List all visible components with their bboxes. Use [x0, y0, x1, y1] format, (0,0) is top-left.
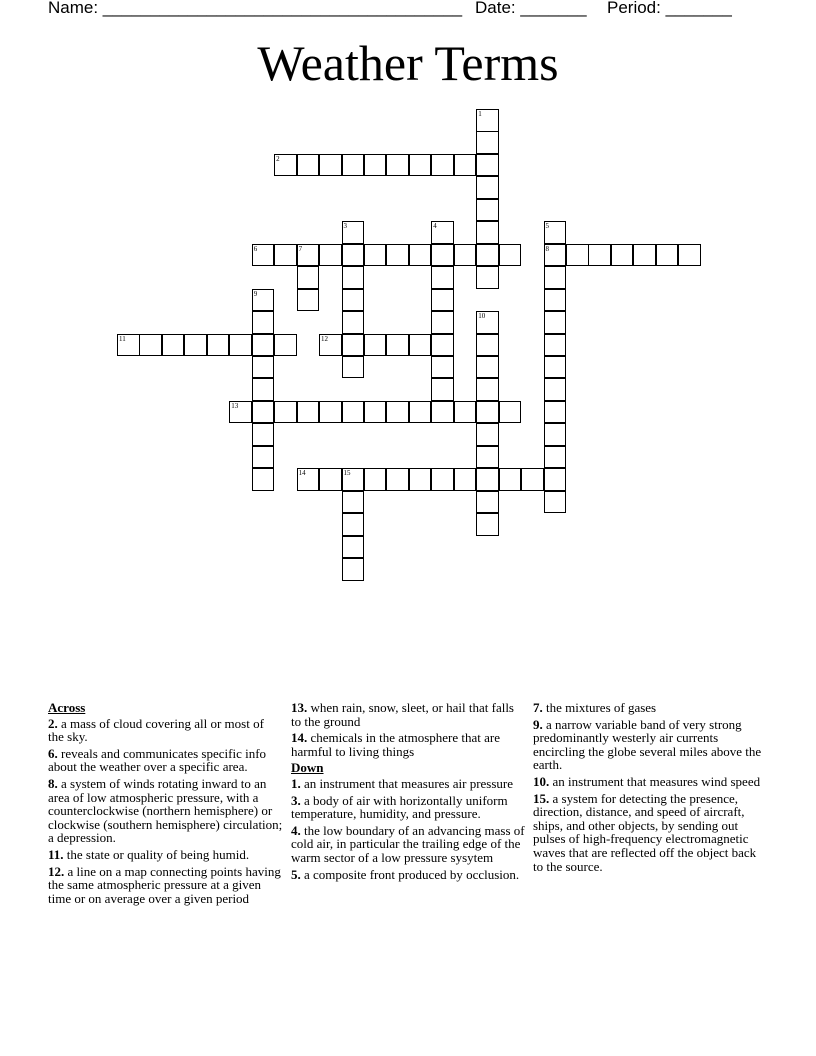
grid-cell[interactable]: [386, 154, 409, 177]
grid-cell[interactable]: [274, 334, 297, 357]
clue-item-number: 10.: [533, 773, 550, 789]
clue-item: [533, 775, 768, 789]
grid-cell[interactable]: [139, 334, 162, 357]
grid-cell[interactable]: [499, 401, 522, 424]
grid-cell[interactable]: [431, 289, 454, 312]
grid-cell[interactable]: [678, 244, 701, 267]
clue-number: 13: [231, 401, 239, 410]
grid-cell[interactable]: [521, 468, 544, 491]
grid-cell[interactable]: [117, 334, 140, 357]
clue-item-number: 9.: [533, 716, 543, 732]
clue-item-text: a composite front produced by occlusion.: [300, 866, 520, 882]
grid-cell[interactable]: [252, 356, 275, 379]
clue-number: 5: [545, 222, 550, 231]
grid-cell[interactable]: [342, 356, 365, 379]
clue-item-number: 2.: [48, 715, 58, 731]
grid-cell[interactable]: [431, 334, 454, 357]
grid-cell[interactable]: [431, 401, 454, 424]
grid-cell[interactable]: [319, 244, 342, 267]
grid-cell[interactable]: [431, 244, 454, 267]
clue-number: 7: [298, 244, 303, 253]
grid-cell[interactable]: [544, 401, 567, 424]
clue-item-text: the mixtures of gases: [542, 700, 657, 715]
section-heading: Across: [48, 700, 86, 715]
grid-cell[interactable]: [319, 334, 342, 357]
grid-cell[interactable]: [184, 334, 207, 357]
clue-item: [291, 824, 526, 865]
grid-cell[interactable]: [342, 289, 365, 312]
grid-cell[interactable]: [544, 491, 567, 514]
clue-item-text: reveals and communicates specific info about the weather over a specific area.: [48, 745, 267, 775]
grid-cell[interactable]: [342, 401, 365, 424]
grid-cell[interactable]: [431, 378, 454, 401]
grid-cell[interactable]: [544, 289, 567, 312]
grid-cell[interactable]: [386, 334, 409, 357]
grid-cell[interactable]: [252, 468, 275, 491]
clue-number: 12: [321, 334, 329, 343]
clue-number: 15: [343, 469, 351, 478]
clue-number: 14: [298, 469, 306, 478]
grid-cell[interactable]: [319, 468, 342, 491]
clue-item-number: 5.: [291, 866, 301, 882]
grid-cell[interactable]: [386, 244, 409, 267]
grid-cell[interactable]: [409, 154, 432, 177]
grid-cell[interactable]: [476, 311, 499, 334]
grid-cell[interactable]: [252, 244, 275, 267]
grid-cell[interactable]: [476, 491, 499, 514]
clue-number: 2: [276, 154, 280, 163]
clue-number: 10: [478, 312, 486, 321]
grid-cell[interactable]: [656, 244, 679, 267]
grid-cell[interactable]: [633, 244, 656, 267]
clue-number: 11: [119, 334, 126, 343]
grid-cell[interactable]: [454, 468, 477, 491]
grid-cell[interactable]: [499, 244, 522, 267]
clue-item-text: a mass of cloud covering all or most of the sky.: [48, 715, 264, 745]
grid-cell[interactable]: [476, 221, 499, 244]
grid-cell[interactable]: [611, 244, 634, 267]
clue-number: 3: [343, 222, 347, 231]
grid-cell[interactable]: [431, 311, 454, 334]
grid-cell[interactable]: [431, 154, 454, 177]
clue-item-text: a system for detecting the presence, direction, distance, and speed of aircraft, ships, and other objects, by sending out pulses of high-frequency electromagnetic waves that are reflected off the object back to the source.: [533, 790, 757, 874]
grid-cell[interactable]: [364, 154, 387, 177]
name-field-label: Name: ______________________________________: [48, 0, 463, 17]
grid-cell[interactable]: [297, 289, 320, 312]
grid-cell[interactable]: [544, 446, 567, 469]
grid-cell[interactable]: [342, 536, 365, 559]
grid-cell[interactable]: [454, 154, 477, 177]
grid-cell[interactable]: [476, 109, 499, 132]
grid-cell[interactable]: [342, 491, 365, 514]
clue-item-number: 6.: [48, 745, 58, 761]
grid-cell[interactable]: [252, 378, 275, 401]
grid-cell[interactable]: [386, 401, 409, 424]
date-field-label: Date: _______: [475, 0, 587, 17]
clue-item-number: 15.: [533, 790, 550, 806]
grid-cell[interactable]: [454, 244, 477, 267]
grid-cell[interactable]: [364, 334, 387, 357]
grid-cell[interactable]: [431, 266, 454, 289]
grid-cell[interactable]: [297, 266, 320, 289]
grid-cell[interactable]: [297, 244, 320, 267]
grid-cell[interactable]: [342, 244, 365, 267]
grid-cell[interactable]: [476, 131, 499, 154]
grid-cell[interactable]: [476, 356, 499, 379]
clue-number: 9: [253, 289, 258, 298]
clue-item: [48, 747, 283, 774]
grid-cell[interactable]: [476, 378, 499, 401]
grid-cell[interactable]: [409, 244, 432, 267]
grid-cell[interactable]: [431, 468, 454, 491]
grid-cell[interactable]: [431, 221, 454, 244]
clue-item-number: 7.: [533, 700, 543, 715]
grid-cell[interactable]: [364, 468, 387, 491]
grid-cell[interactable]: [431, 356, 454, 379]
clue-item-text: an instrument that measures wind speed: [549, 773, 761, 789]
grid-cell[interactable]: [409, 334, 432, 357]
grid-cell[interactable]: [476, 154, 499, 177]
clue-item: [291, 868, 526, 882]
grid-cell[interactable]: [544, 311, 567, 334]
grid-cell[interactable]: [476, 468, 499, 491]
clue-number: 8: [545, 244, 550, 253]
clue-item-number: 3.: [291, 792, 301, 808]
grid-cell[interactable]: [364, 401, 387, 424]
grid-cell[interactable]: [297, 468, 320, 491]
grid-cell[interactable]: [544, 334, 567, 357]
grid-cell[interactable]: [342, 266, 365, 289]
clue-column-2: [291, 701, 526, 884]
grid-cell[interactable]: [544, 266, 567, 289]
grid-cell[interactable]: [274, 244, 297, 267]
grid-cell[interactable]: [252, 401, 275, 424]
clue-item-number: 1.: [291, 775, 301, 791]
grid-cell[interactable]: [297, 401, 320, 424]
clue-item: [533, 718, 768, 772]
grid-cell[interactable]: [476, 266, 499, 289]
grid-cell[interactable]: [342, 311, 365, 334]
clue-item-number: 14.: [291, 730, 308, 746]
clue-item-number: 11.: [48, 846, 64, 862]
grid-cell[interactable]: [319, 154, 342, 177]
grid-cell[interactable]: [297, 154, 320, 177]
clue-item: [291, 794, 526, 821]
grid-cell[interactable]: [499, 468, 522, 491]
grid-cell[interactable]: [274, 401, 297, 424]
grid-cell[interactable]: [386, 468, 409, 491]
clue-item: [291, 731, 526, 758]
grid-cell[interactable]: [454, 401, 477, 424]
clue-item: [533, 792, 768, 874]
grid-cell[interactable]: [476, 513, 499, 536]
clue-item-number: 13.: [291, 700, 308, 715]
grid-cell[interactable]: [364, 244, 387, 267]
clue-item-text: when rain, snow, sleet, or hail that falls to the ground: [291, 700, 514, 729]
clue-number: 6: [253, 244, 258, 253]
grid-cell[interactable]: [342, 154, 365, 177]
clue-item-text: the state or quality of being humid.: [63, 846, 250, 862]
clue-item-text: the low boundary of an advancing mass of cold air, in particular the trailing edge of the warm sector of a low pressure sysytem: [291, 822, 525, 865]
clue-item: [291, 701, 526, 728]
page-title: Weather Terms: [257, 35, 559, 91]
grid-cell[interactable]: [476, 244, 499, 267]
clue-item-text: a body of air with horizontally uniform temperature, humidity, and pressure.: [291, 792, 508, 822]
grid-cell[interactable]: [409, 468, 432, 491]
grid-cell[interactable]: [588, 244, 611, 267]
grid-cell[interactable]: [476, 401, 499, 424]
clue-column-3: [533, 701, 768, 876]
clue-item: [533, 701, 768, 715]
grid-cell[interactable]: [207, 334, 230, 357]
grid-cell[interactable]: [252, 334, 275, 357]
grid-cell[interactable]: [319, 401, 342, 424]
clue-item-number: 4.: [291, 822, 301, 838]
clue-item: [48, 777, 283, 845]
grid-cell[interactable]: [162, 334, 185, 357]
grid-cell[interactable]: [342, 334, 365, 357]
grid-cell[interactable]: [342, 221, 365, 244]
clue-item-text: chemicals in the atmosphere that are harmful to living things: [291, 730, 501, 759]
grid-cell[interactable]: [252, 311, 275, 334]
grid-cell[interactable]: [544, 423, 567, 446]
grid-cell[interactable]: [476, 334, 499, 357]
clue-item-text: an instrument that measures air pressure: [300, 775, 514, 791]
section-heading: Down: [291, 760, 324, 776]
clue-item-number: 8.: [48, 775, 58, 791]
clue-item-text: a line on a map connecting points having the same atmospheric pressure at a given time or on average over a given period: [48, 863, 281, 906]
clue-item-text: a system of winds rotating inward to an area of low atmospheric pressure, with a counterclockwise (northern hemisphere) or clockwise (southern hemisphere) circulation; a depression.: [48, 775, 283, 846]
clue-item-number: 12.: [48, 863, 65, 879]
grid-cell[interactable]: [566, 244, 589, 267]
grid-cell[interactable]: [476, 176, 499, 199]
grid-cell[interactable]: [342, 513, 365, 536]
grid-cell[interactable]: [476, 423, 499, 446]
grid-cell[interactable]: [252, 289, 275, 312]
clue-item: [291, 777, 526, 791]
clue-item: [48, 848, 283, 862]
clue-item-text: a narrow variable band of very strong predominantly westerly air currents encircling the globe several miles above the earth.: [533, 716, 762, 773]
grid-cell[interactable]: [409, 401, 432, 424]
grid-cell[interactable]: [229, 334, 252, 357]
clue-column-1: [48, 701, 283, 908]
grid-cell[interactable]: [544, 244, 567, 267]
grid-cell[interactable]: [544, 221, 567, 244]
clue-number: 1: [478, 110, 482, 118]
grid-cell[interactable]: [229, 401, 252, 424]
grid-cell[interactable]: [544, 378, 567, 401]
clue-item: [48, 717, 283, 744]
grid-cell[interactable]: [544, 356, 567, 379]
grid-cell[interactable]: [342, 468, 365, 491]
grid-cell[interactable]: [476, 199, 499, 222]
grid-cell[interactable]: [544, 468, 567, 491]
clue-item: [48, 865, 283, 906]
grid-cell[interactable]: [342, 558, 365, 581]
grid-cell[interactable]: [252, 423, 275, 446]
grid-cell[interactable]: [252, 446, 275, 469]
clue-number: 4: [433, 222, 437, 231]
grid-cell[interactable]: [476, 446, 499, 469]
grid-cell[interactable]: [274, 154, 297, 177]
period-field-label: Period: _______: [607, 0, 732, 17]
